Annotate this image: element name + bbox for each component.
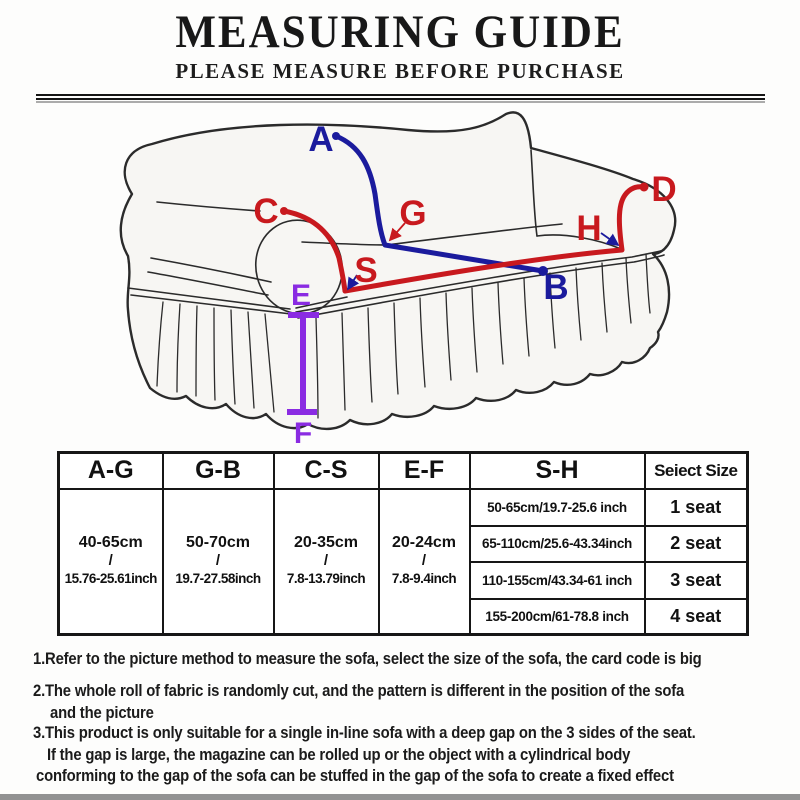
cell-size-2seat: 2 seat [645,526,748,562]
range-inch: 15.76-25.61inch [64,571,157,587]
range-slash: / [215,552,221,570]
bottom-edge-strip [0,794,800,800]
label-e: E [290,279,312,312]
cell-range-g-b [163,489,274,635]
note-2-line2: and the picture [50,704,154,722]
note-3-line2: If the gap is large, the magazine can be rolled up or the object with a cylindrical body [47,746,631,764]
page-title: MEASURING GUIDE [175,7,625,58]
range-slash: / [421,552,427,570]
cell-range-a-g [59,489,163,635]
cell-sh-range-1seat: 50-65cm/19.7-25.6 inch [470,489,645,526]
range-inch: 19.7-27.58inch [175,571,261,587]
page-subtitle: PLEASE MEASURE BEFORE PURCHASE [175,59,625,83]
label-h: H [576,209,602,248]
label-b: B [543,268,569,307]
range-slash: / [323,552,329,570]
cell-sh-range-4seat: 155-200cm/61-78.8 inch [470,599,645,635]
cell-size-1seat: 1 seat [645,489,748,526]
range-inch: 7.8-13.79inch [286,571,366,587]
size-table [57,451,749,636]
label-f: F [293,417,313,450]
table-row [59,489,748,526]
col-header-e-f: E-F [379,453,470,489]
col-header-g-b: G-B [163,453,274,489]
col-header-select-size: Seiect Size [645,453,748,489]
col-header-a-g: A-G [59,453,163,489]
sofa-measurement-diagram [0,100,800,450]
col-header-s-h: S-H [470,453,645,489]
note-3-line1: 3.This product is only suitable for a single in-line sofa with a deep gap on the 3 sides of the seat. [33,724,696,742]
label-s: S [354,251,378,290]
label-g: G [399,194,427,233]
note-3-line3: conforming to the gap of the sofa can be stuffed in the gap of the sofa to create a fixed effect [36,767,674,785]
range-cm: 40-65cm [78,534,143,552]
range-inch: 7.8-9.4inch [391,571,457,587]
note-2-line1: 2.The whole roll of fabric is randomly cut, and the pattern is different in the position of the sofa [33,682,685,700]
size-table-header-row [59,453,748,489]
cell-range-c-s [274,489,379,635]
sofa-body [121,112,675,429]
range-cm: 20-24cm [391,534,457,552]
cell-sh-range-2seat: 65-110cm/25.6-43.34inch [470,526,645,562]
range-cm: 20-35cm [293,534,359,552]
cell-size-3seat: 3 seat [645,562,748,599]
note-1: 1.Refer to the picture method to measure the sofa, select the size of the sofa, the card code is big [33,650,702,668]
range-cm: 50-70cm [185,534,251,552]
label-a: A [308,120,334,159]
cell-range-e-f [379,489,470,635]
label-c: C [253,192,279,231]
cell-size-4seat: 4 seat [645,599,748,635]
cell-sh-range-3seat: 110-155cm/43.34-61 inch [470,562,645,599]
col-header-c-s: C-S [274,453,379,489]
range-slash: / [108,552,113,570]
label-d: D [651,170,677,209]
point-d-dot [640,183,649,192]
point-c-dot [280,207,288,215]
